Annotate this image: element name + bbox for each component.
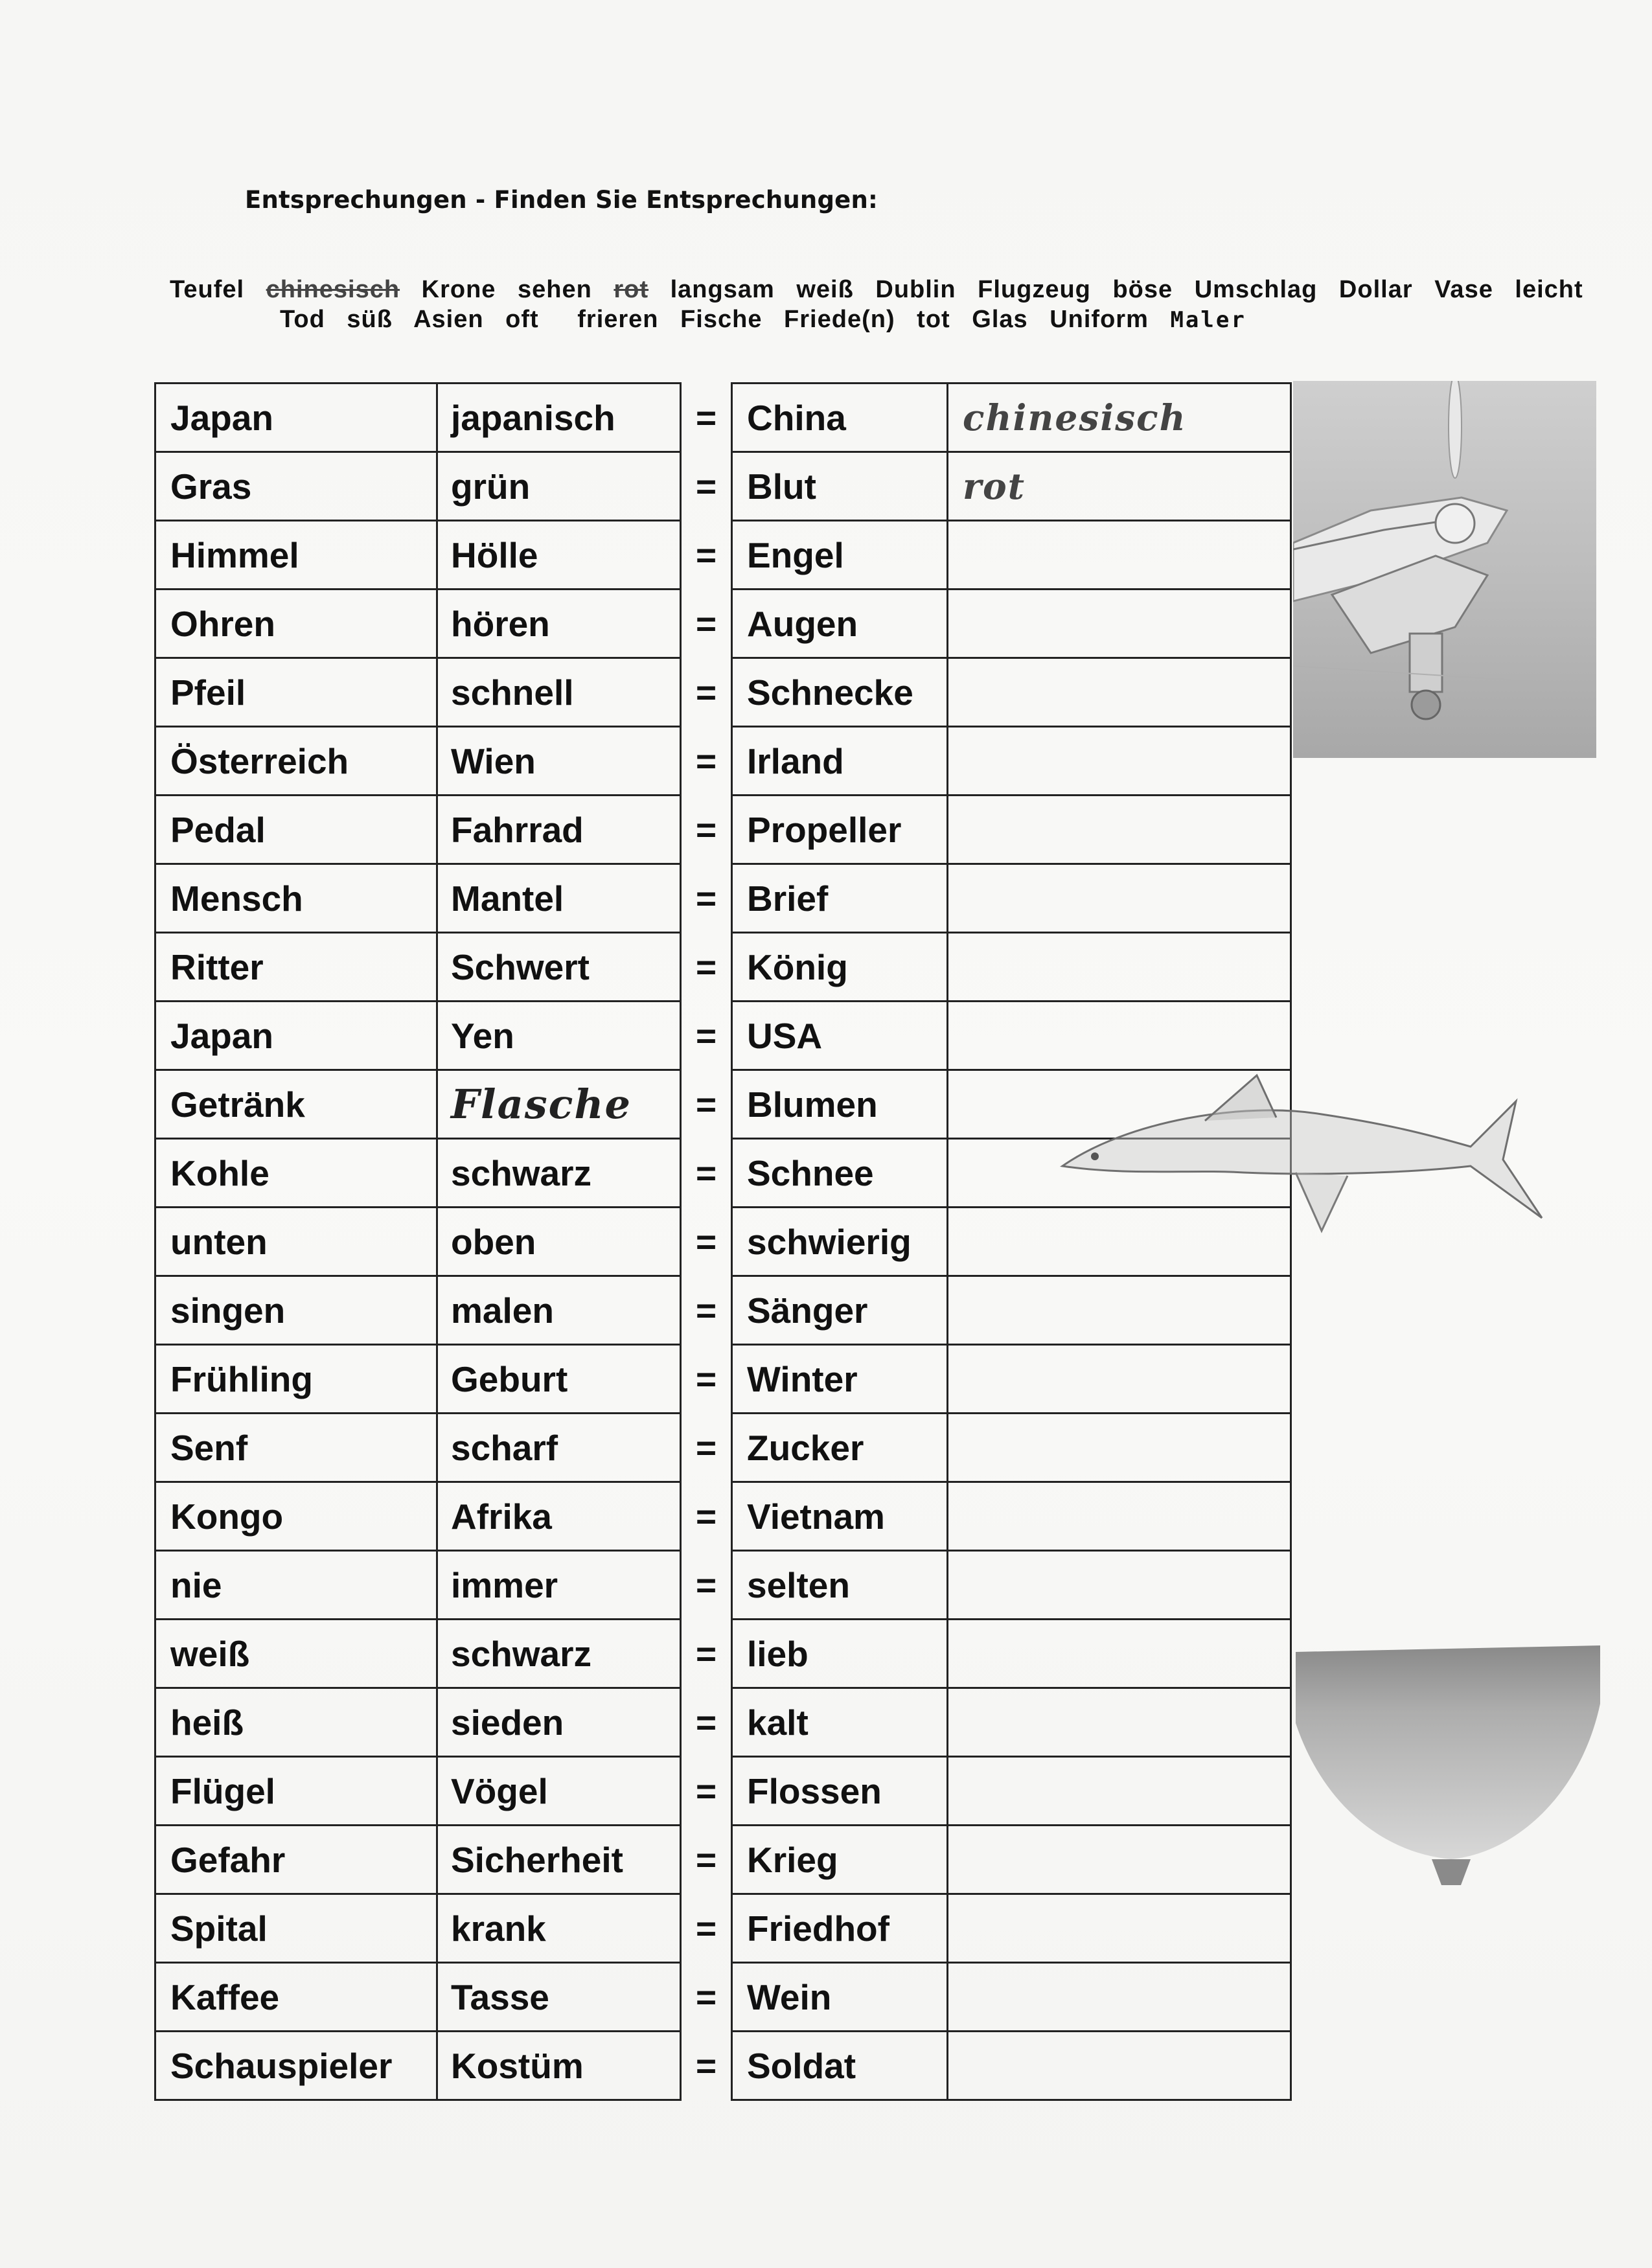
term-c: USA (732, 1002, 948, 1070)
equals-sign: = (681, 452, 732, 521)
word-bank-word: Uniform (1050, 306, 1149, 333)
word-bank-word: Teufel (170, 276, 245, 303)
word-bank-word: oft (505, 306, 539, 333)
word-bank-word: Asien (413, 306, 484, 333)
equals-sign: = (681, 727, 732, 796)
equals-sign: = (681, 796, 732, 864)
airplane-picture (1293, 381, 1596, 758)
term-a: Ohren (155, 590, 437, 658)
answer-field[interactable] (948, 933, 1291, 1002)
equals-sign: = (681, 1002, 732, 1070)
answer-field[interactable] (948, 1414, 1291, 1482)
word-bank-word: weiß (796, 276, 854, 303)
word-bank-word: sehen (518, 276, 592, 303)
term-b: Sicherheit (437, 1826, 681, 1894)
term-b: Hölle (437, 521, 681, 590)
answer-field[interactable] (948, 1551, 1291, 1620)
word-bank-word: Friede(n) (784, 306, 895, 333)
equals-sign: = (681, 521, 732, 590)
equals-sign: = (681, 1551, 732, 1620)
term-a: Spital (155, 1894, 437, 1963)
term-a: singen (155, 1276, 437, 1345)
equals-sign: = (681, 864, 732, 933)
equals-sign: = (681, 933, 732, 1002)
table-row (155, 1963, 1291, 2032)
answer-field[interactable] (948, 1002, 1291, 1070)
table-row (155, 1688, 1291, 1757)
term-b: schnell (437, 658, 681, 727)
term-a: Senf (155, 1414, 437, 1482)
term-b: Wien (437, 727, 681, 796)
term-a: weiß (155, 1620, 437, 1688)
term-b: Tasse (437, 1963, 681, 2032)
term-c: Krieg (732, 1826, 948, 1894)
term-c: Friedhof (732, 1894, 948, 1963)
equals-sign: = (681, 1414, 732, 1482)
term-b: malen (437, 1276, 681, 1345)
term-a: Gefahr (155, 1826, 437, 1894)
term-b: oben (437, 1208, 681, 1276)
term-a: Pfeil (155, 658, 437, 727)
term-c: Augen (732, 590, 948, 658)
term-a: Mensch (155, 864, 437, 933)
fish-picture (1050, 1062, 1555, 1270)
table-row (155, 1551, 1291, 1620)
term-a: Himmel (155, 521, 437, 590)
table-row (155, 1002, 1291, 1070)
term-a: Ritter (155, 933, 437, 1002)
word-bank-word: böse (1112, 276, 1173, 303)
answer-field[interactable] (948, 1276, 1291, 1345)
answer-field[interactable] (948, 796, 1291, 864)
term-c: Wein (732, 1963, 948, 2032)
answer-field[interactable] (948, 1620, 1291, 1688)
table-row (155, 384, 1291, 452)
term-a: Frühling (155, 1345, 437, 1414)
term-b: Fahrrad (437, 796, 681, 864)
word-bank-word: tot (917, 306, 950, 333)
term-a: Gras (155, 452, 437, 521)
word-bank-word-handwritten: Maler (1170, 307, 1246, 333)
answer-field[interactable] (948, 1757, 1291, 1826)
table-row (155, 1894, 1291, 1963)
word-bank-line-2 (280, 306, 1261, 334)
table-row (155, 452, 1291, 521)
term-b: Geburt (437, 1345, 681, 1414)
term-a: Flügel (155, 1757, 437, 1826)
word-bank-word: Krone (421, 276, 496, 303)
equals-sign: = (681, 1208, 732, 1276)
term-c: Propeller (732, 796, 948, 864)
table-row (155, 864, 1291, 933)
word-bank-word-struck: rot (614, 276, 649, 303)
table-row (155, 1414, 1291, 1482)
term-c: Schnee (732, 1139, 948, 1208)
table-row (155, 1757, 1291, 1826)
answer-field[interactable] (948, 2032, 1291, 2100)
answer-field[interactable] (948, 1894, 1291, 1963)
equals-sign: = (681, 1070, 732, 1139)
table-row (155, 658, 1291, 727)
word-bank-word: leicht (1515, 276, 1583, 303)
term-b: Mantel (437, 864, 681, 933)
equals-sign: = (681, 590, 732, 658)
term-a: Kaffee (155, 1963, 437, 2032)
term-a: Japan (155, 1002, 437, 1070)
term-a: Getränk (155, 1070, 437, 1139)
term-a: Schauspieler (155, 2032, 437, 2100)
term-b: immer (437, 1551, 681, 1620)
word-bank-word: Tod (280, 306, 325, 333)
equals-sign: = (681, 1482, 732, 1551)
word-bank-line-1 (170, 276, 1598, 304)
term-a: Österreich (155, 727, 437, 796)
term-a: Japan (155, 384, 437, 452)
term-b: Yen (437, 1002, 681, 1070)
word-bank-word: Dollar (1338, 276, 1413, 303)
term-c: Irland (732, 727, 948, 796)
worksheet-title: Entsprechungen - Finden Sie Entsprechungen: (245, 186, 878, 214)
term-a: unten (155, 1208, 437, 1276)
word-bank-word: süß (347, 306, 393, 333)
word-bank-word-struck: chinesisch (266, 276, 400, 303)
term-c: lieb (732, 1620, 948, 1688)
term-b: schwarz (437, 1620, 681, 1688)
term-c: Soldat (732, 2032, 948, 2100)
term-a: Kohle (155, 1139, 437, 1208)
answer-field[interactable] (948, 1482, 1291, 1551)
equals-sign: = (681, 1620, 732, 1688)
table-row (155, 1345, 1291, 1414)
term-b: sieden (437, 1688, 681, 1757)
term-b: Kostüm (437, 2032, 681, 2100)
word-bank-word: frieren (577, 306, 659, 333)
answer-field[interactable]: rot (948, 452, 1291, 521)
term-c: Schnecke (732, 658, 948, 727)
table-row (155, 796, 1291, 864)
answer-field[interactable] (948, 727, 1291, 796)
term-c: Blumen (732, 1070, 948, 1139)
equals-sign: = (681, 1826, 732, 1894)
table-row (155, 933, 1291, 1002)
equals-sign: = (681, 658, 732, 727)
table-row (155, 1826, 1291, 1894)
term-b: Vögel (437, 1757, 681, 1826)
term-c: schwierig (732, 1208, 948, 1276)
term-c: kalt (732, 1688, 948, 1757)
term-b: scharf (437, 1414, 681, 1482)
table-row (155, 1620, 1291, 1688)
equals-sign: = (681, 1963, 732, 2032)
word-bank-word: langsam (670, 276, 775, 303)
answer-field[interactable] (948, 1688, 1291, 1757)
word-bank-word: Dublin (875, 276, 956, 303)
answer-field[interactable] (948, 1345, 1291, 1414)
term-b: Flasche (437, 1070, 681, 1139)
term-c: Winter (732, 1345, 948, 1414)
equals-sign: = (681, 1688, 732, 1757)
term-c: Brief (732, 864, 948, 933)
answer-field[interactable]: chinesisch (948, 384, 1291, 452)
term-b: Schwert (437, 933, 681, 1002)
answer-field[interactable] (948, 658, 1291, 727)
term-b: hören (437, 590, 681, 658)
answer-field[interactable] (948, 1826, 1291, 1894)
term-c: Vietnam (732, 1482, 948, 1551)
term-c: selten (732, 1551, 948, 1620)
answer-field[interactable] (948, 521, 1291, 590)
answer-field[interactable] (948, 590, 1291, 658)
table-row (155, 521, 1291, 590)
table-row (155, 727, 1291, 796)
word-bank-word: Umschlag (1194, 276, 1318, 303)
answer-field[interactable] (948, 1963, 1291, 2032)
table-row (155, 1482, 1291, 1551)
term-a: Kongo (155, 1482, 437, 1551)
term-c: König (732, 933, 948, 1002)
term-c: China (732, 384, 948, 452)
term-b: Afrika (437, 1482, 681, 1551)
answer-field[interactable] (948, 864, 1291, 933)
word-bank-word: Glas (972, 306, 1028, 333)
term-c: Engel (732, 521, 948, 590)
term-b: schwarz (437, 1139, 681, 1208)
term-a: nie (155, 1551, 437, 1620)
equals-sign: = (681, 1345, 732, 1414)
equals-sign: = (681, 1139, 732, 1208)
term-a: Pedal (155, 796, 437, 864)
word-bank-word: Fische (680, 306, 763, 333)
term-c: Blut (732, 452, 948, 521)
equals-sign: = (681, 1757, 732, 1826)
equals-sign: = (681, 2032, 732, 2100)
equals-sign: = (681, 384, 732, 452)
equals-sign: = (681, 1276, 732, 1345)
term-c: Flossen (732, 1757, 948, 1826)
term-a: heiß (155, 1688, 437, 1757)
term-b: grün (437, 452, 681, 521)
table-row (155, 590, 1291, 658)
term-b: japanisch (437, 384, 681, 452)
equals-sign: = (681, 1894, 732, 1963)
term-c: Zucker (732, 1414, 948, 1482)
table-row (155, 1276, 1291, 1345)
word-bank-word: Vase (1434, 276, 1493, 303)
term-b: krank (437, 1894, 681, 1963)
table-row (155, 2032, 1291, 2100)
term-c: Sänger (732, 1276, 948, 1345)
wine-glass-picture (1296, 1645, 1600, 1892)
word-bank-word: Flugzeug (978, 276, 1091, 303)
